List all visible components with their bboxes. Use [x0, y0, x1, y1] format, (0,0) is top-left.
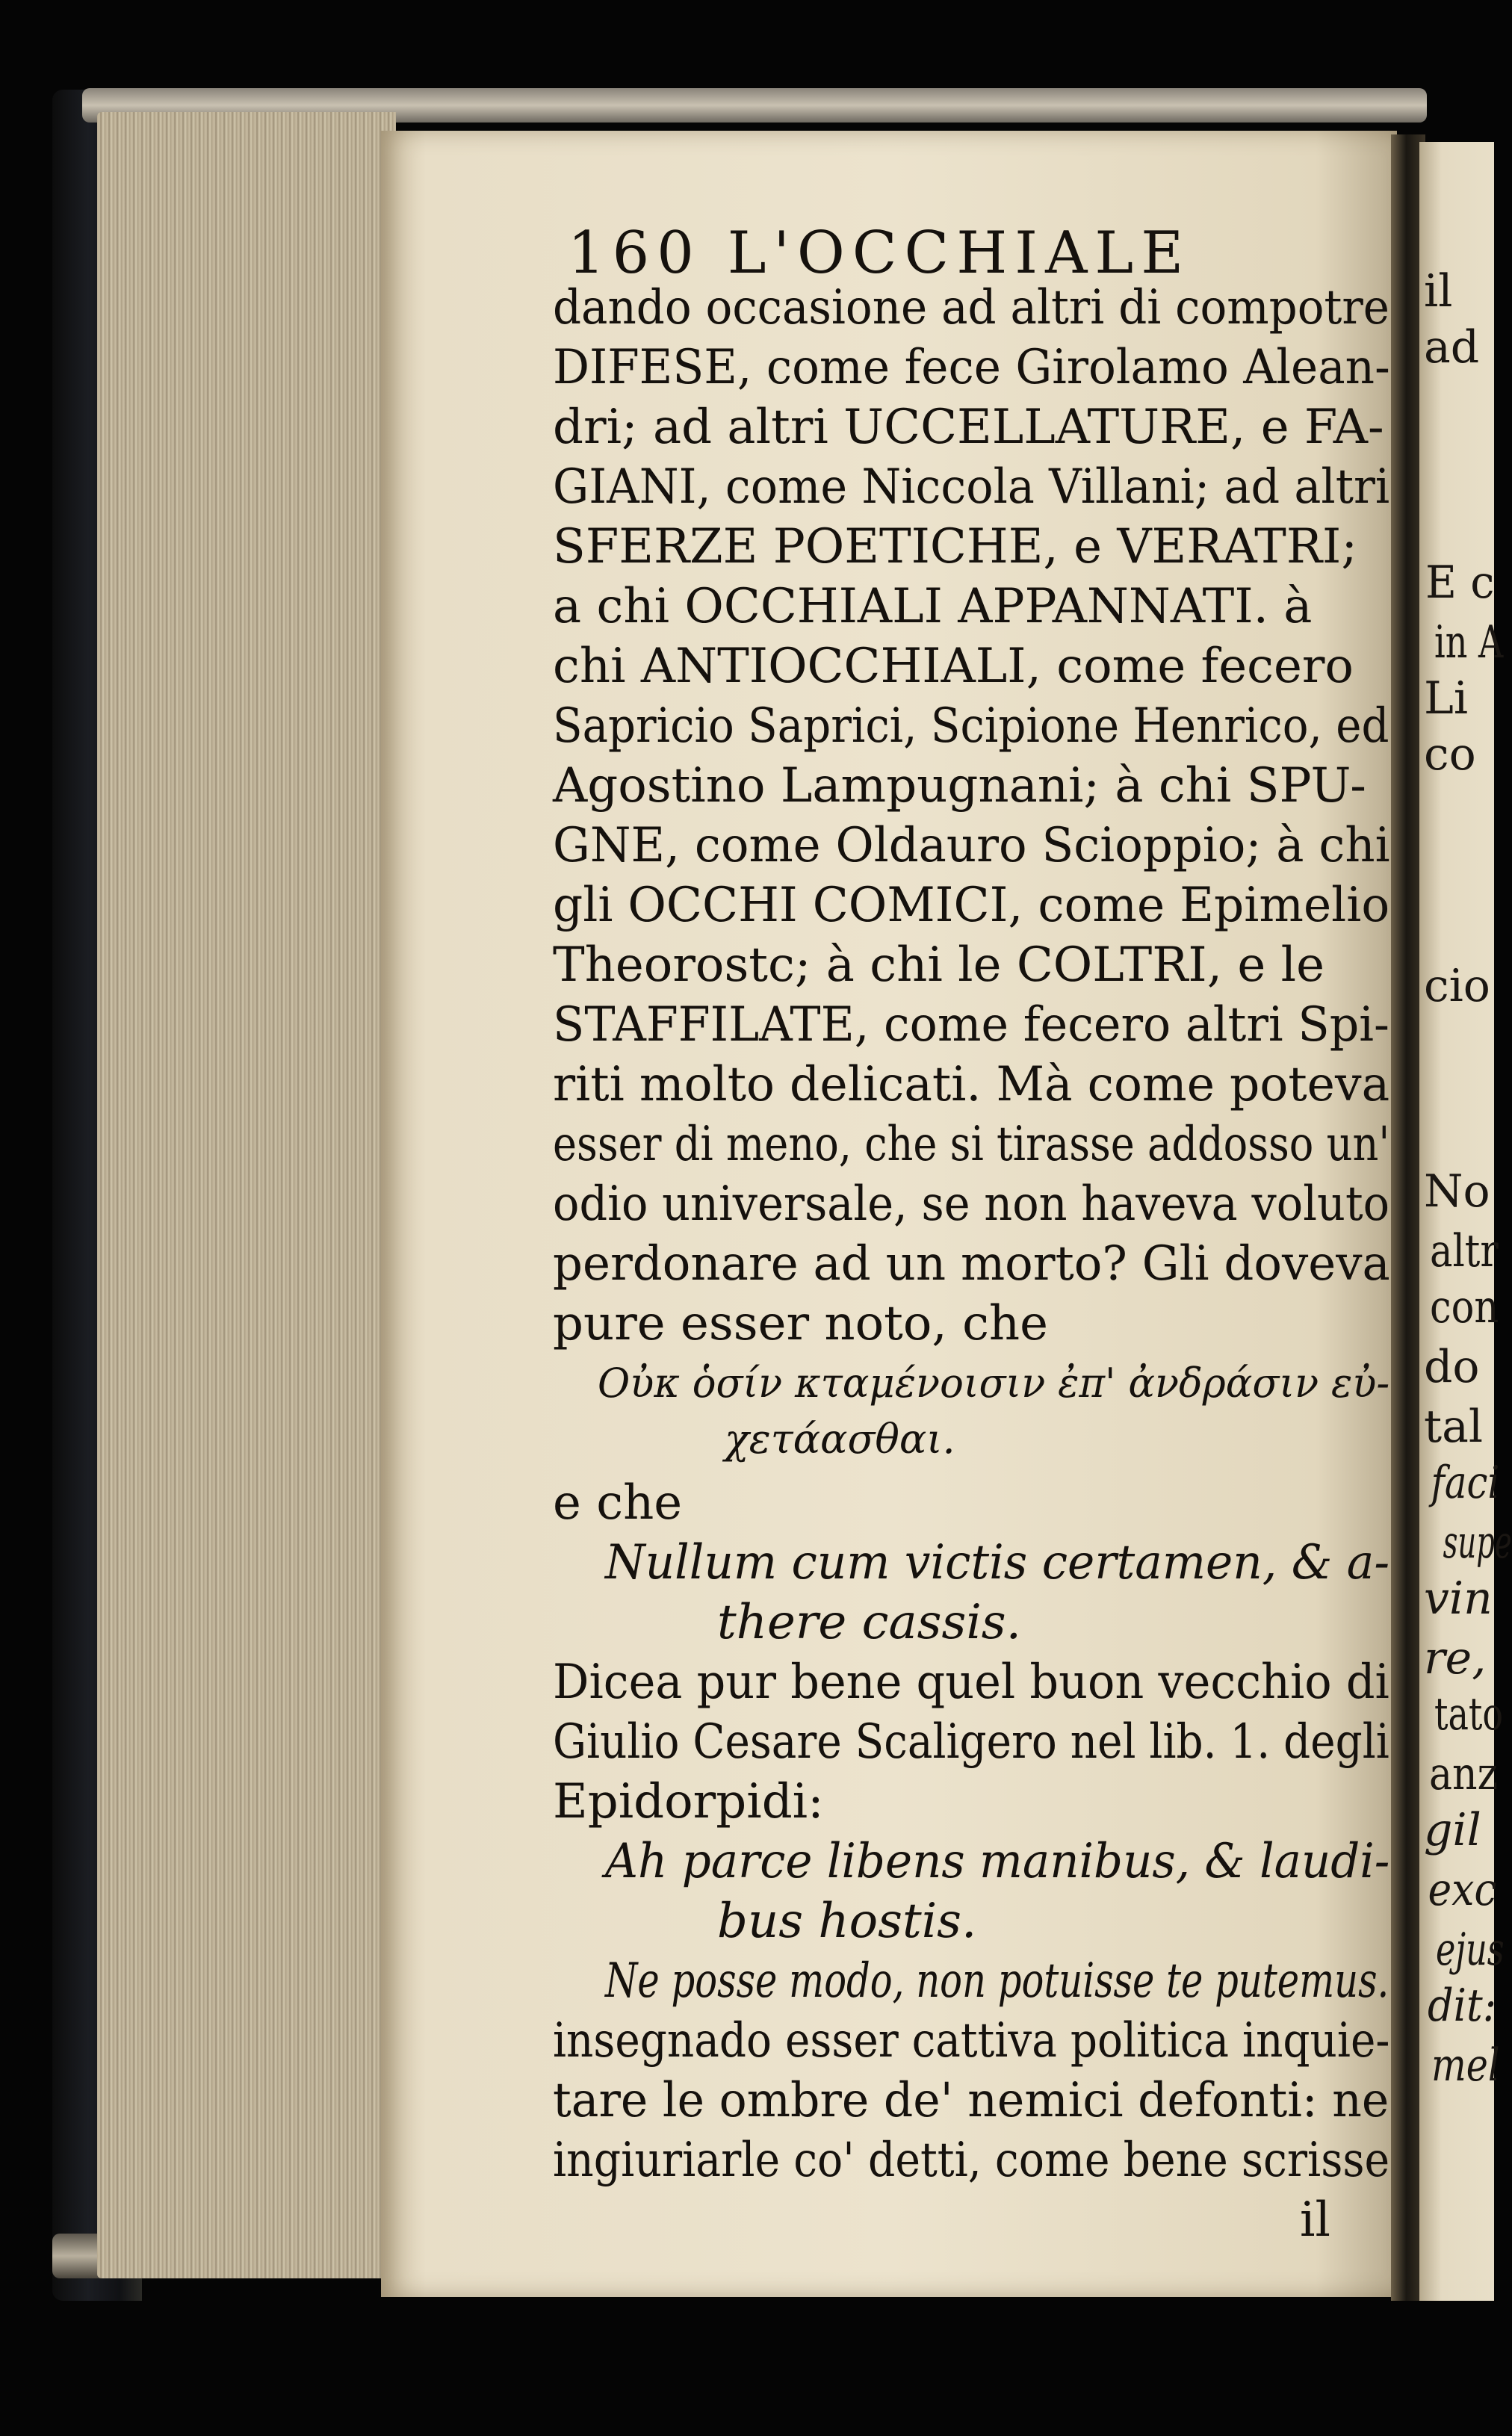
text-line: ingiuriarle co' detti, come bene scrisse	[553, 2133, 1390, 2188]
next-page-fragment: E c	[1425, 557, 1495, 609]
next-page-fragment: il	[1424, 265, 1453, 317]
next-page-fragment: con	[1430, 1281, 1499, 1333]
next-page-fragment: ad	[1424, 321, 1480, 374]
text-line: pure esser noto, che	[553, 1296, 1048, 1351]
text-line: Sapricio Saprici, Scipione Henrico, ed	[553, 698, 1389, 754]
next-page-fragment: exc	[1428, 1864, 1497, 1916]
next-page-fragment: No	[1424, 1165, 1490, 1218]
latin-quote-line: there cassis.	[717, 1595, 1021, 1650]
page-stack-edges	[97, 112, 396, 2278]
next-page-fragment: vin	[1424, 1572, 1493, 1625]
next-page-fragment: mel	[1431, 2039, 1500, 2092]
text-line: insegnado esser cattiva politica inquie-	[553, 2013, 1390, 2068]
text-line: odio universale, se non haveva voluto	[553, 1177, 1390, 1232]
text-line: gli OCCHI COMICI, come Epimelio	[553, 878, 1390, 933]
next-page-fragment: gil	[1424, 1804, 1481, 1856]
right-page-fragment	[1419, 142, 1512, 2301]
latin-quote-line: Ne posse modo, non potuisse te putemus.	[605, 1953, 1389, 2009]
connector-text: e che	[553, 1475, 683, 1531]
next-page-fragment: dit:	[1427, 1980, 1496, 2032]
text-line: SFERZE POETICHE, e VERATRI;	[553, 519, 1357, 574]
text-line: Epidorpidi:	[553, 1774, 824, 1829]
next-page-fragment: altr	[1429, 1225, 1499, 1277]
next-page-fragment: in A	[1434, 616, 1504, 669]
next-page-fragment: tato	[1434, 1688, 1504, 1741]
text-line: Dicea pur bene quel buon vecchio di	[553, 1655, 1389, 1710]
next-page-fragment: ejus	[1435, 1924, 1505, 1976]
next-page-fragment: re,	[1424, 1632, 1487, 1685]
running-head: L'OCCHIALE	[727, 220, 1192, 287]
text-line: GNE, come Oldauro Scioppio; à chi	[553, 818, 1390, 873]
next-page-fragment: do	[1424, 1341, 1480, 1393]
text-line: perdonare ad un morto? Gli doveva	[553, 1236, 1390, 1292]
greek-quote-line: χετάασθαι.	[725, 1416, 955, 1463]
text-line: GIANI, come Niccola Villani; ad altri	[553, 459, 1390, 515]
next-page-fragment: supe	[1443, 1516, 1512, 1569]
page-number: 160	[568, 220, 701, 287]
text-line: riti molto delicati. Mà come poteva	[553, 1057, 1390, 1112]
latin-quote-line: bus hostis.	[717, 1894, 977, 1949]
latin-quote-line: Ah parce libens manibus, & laudi-	[605, 1834, 1390, 1889]
catchword: il	[1300, 2192, 1330, 2248]
text-line: esser di meno, che si tirasse addosso un'	[553, 1117, 1390, 1172]
next-page-fragment: tal	[1424, 1401, 1484, 1453]
text-line: Theorostc; à chi le COLTRI, e le	[553, 937, 1324, 993]
text-line: Agostino Lampugnani; à chi SPU-	[553, 758, 1366, 813]
next-page-fragment: co	[1424, 728, 1476, 781]
latin-quote-line: Nullum cum victis certamen, & a-	[605, 1535, 1390, 1590]
next-page-fragment: cio	[1424, 960, 1490, 1012]
greek-quote-line: Οὐκ ὁσίν κταμένοισιν ἐπ' ἀνδράσιν εὐ-	[598, 1360, 1390, 1407]
text-line: STAFFILATE, come fecero altri Spi-	[553, 997, 1389, 1053]
text-line: tare le ombre de' nemici defonti: ne	[553, 2073, 1389, 2128]
text-line: chi ANTIOCCHIALI, come fecero	[553, 639, 1354, 694]
text-line: dri; ad altri UCCELLATURE, e FA-	[553, 400, 1384, 455]
next-page-fragment: faci	[1431, 1457, 1500, 1509]
text-line: Giulio Cesare Scaligero nel lib. 1. degli	[553, 1714, 1389, 1770]
text-line: dando occasione ad altri di compotre	[553, 280, 1389, 335]
text-line: a chi OCCHIALI APPANNATI. à	[553, 579, 1313, 634]
next-page-fragment: Li	[1424, 672, 1469, 725]
next-page-fragment: anz	[1428, 1748, 1499, 1800]
text-line: DIFESE, come fece Girolamo Alean-	[553, 340, 1390, 395]
